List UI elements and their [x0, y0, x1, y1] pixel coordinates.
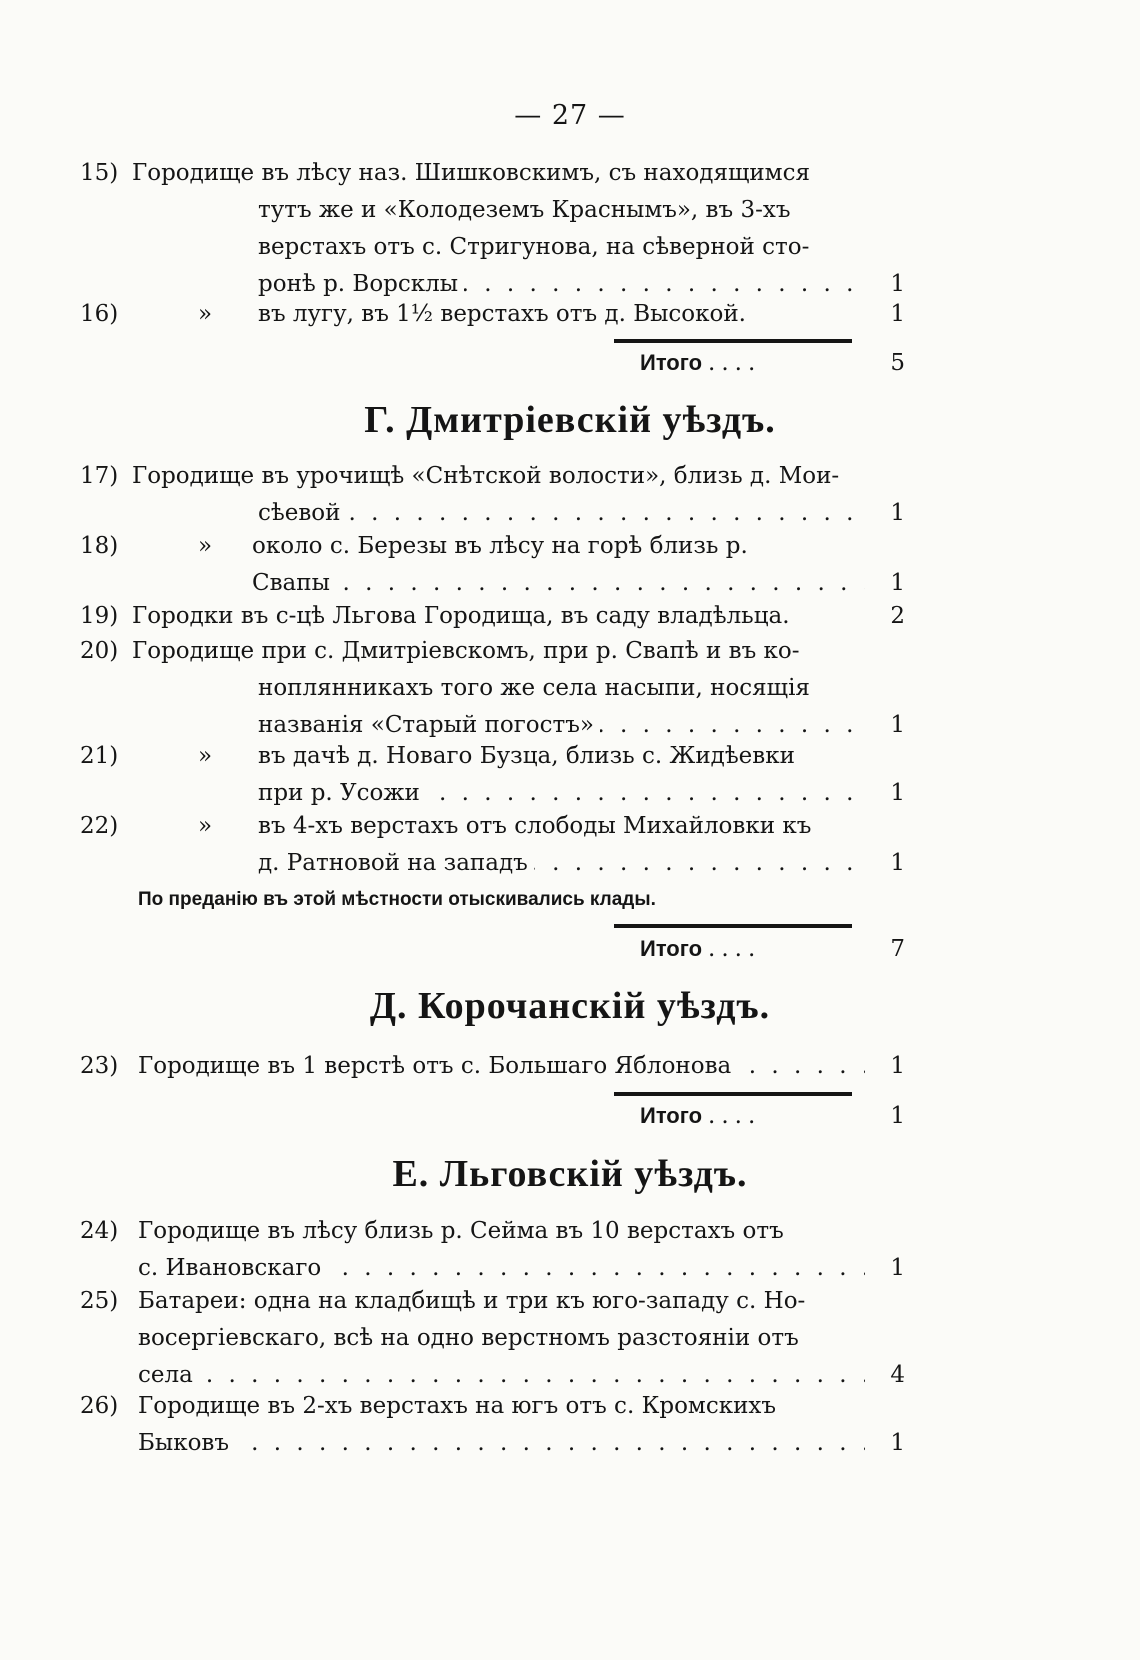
section-heading: Д. Корочанскій уѣздъ.	[369, 985, 771, 1027]
section-heading: Е. Льговскій уѣздъ.	[392, 1153, 748, 1195]
entry-text: въ 4-хъ верстахъ отъ слободы Михайловки къ	[258, 813, 812, 839]
entry-text: Городище въ 1 верстѣ отъ с. Большаго Яблонова	[138, 1053, 737, 1079]
entry-number: 20)	[80, 638, 119, 664]
total-label: Итого	[640, 1103, 703, 1128]
entry-text: Быковъ	[138, 1430, 235, 1456]
entry-text: Свапы	[252, 570, 336, 596]
entry-number: 21)	[80, 743, 119, 769]
entry-count: 1	[890, 1430, 905, 1456]
list-item	[80, 1213, 905, 1287]
footnote: По преданію въ этой мѣстности отыскивались клады.	[138, 889, 656, 910]
entry-count: 1	[890, 500, 905, 526]
entry-text: Городище въ лѣсу близь р. Сейма въ 10 верстахъ отъ	[138, 1218, 784, 1244]
entry-text: сѣевой	[258, 500, 347, 526]
total-rule	[614, 924, 852, 928]
ditto-mark: »	[197, 533, 213, 559]
entry-text: восергіевскаго, всѣ на одно верстномъ разстояніи отъ	[138, 1325, 799, 1351]
total-row	[640, 345, 905, 381]
entry-text: Городище въ 2-хъ верстахъ на югъ отъ с. Кромскихъ	[138, 1393, 777, 1419]
section-heading: Г. Дмитріевскій уѣздъ.	[364, 399, 776, 441]
entry-text: тутъ же и «Колодеземъ Краснымъ», въ 3-хъ	[258, 197, 791, 223]
entry-number: 25)	[80, 1288, 119, 1314]
entry-text: д. Ратновой на западъ	[258, 850, 534, 876]
list-item	[80, 528, 905, 602]
ditto-mark: »	[197, 813, 213, 839]
entry-count: 1	[890, 1053, 905, 1079]
list-item	[80, 1048, 905, 1085]
entry-count: 1	[890, 271, 905, 297]
list-item	[80, 738, 905, 812]
entry-number: 16)	[80, 301, 119, 327]
total-label: Итого	[640, 350, 703, 375]
list-item	[80, 633, 905, 744]
entry-count: 1	[890, 1255, 905, 1281]
entry-number: 23)	[80, 1053, 119, 1079]
entry-count: 1	[890, 712, 905, 738]
total-value: 5	[890, 350, 905, 376]
list-item	[80, 155, 905, 303]
list-item	[80, 1283, 905, 1394]
entry-text: названія «Старый погостъ»	[258, 712, 600, 738]
entry-number: 17)	[80, 463, 119, 489]
entry-text: ноплянникахъ того же села насыпи, носящія	[258, 675, 810, 701]
entry-text: въ лугу, въ 1½ верстахъ отъ д. Высокой.	[258, 301, 746, 327]
total-value: 1	[890, 1103, 905, 1129]
entry-number: 24)	[80, 1218, 119, 1244]
ditto-mark: »	[197, 301, 213, 327]
entry-number: 22)	[80, 813, 119, 839]
total-label: Итого	[640, 936, 703, 961]
entry-text: с. Ивановскаго	[138, 1255, 327, 1281]
total-dots: ....	[708, 350, 762, 376]
entry-text: при р. Усожи	[258, 780, 426, 806]
entry-text: Городище въ урочищѣ «Снѣтской волости», близь д. Мои-	[132, 463, 840, 489]
entry-number: 15)	[80, 160, 119, 186]
entry-text: въ дачѣ д. Новаго Бузца, близь с. Жидѣевки	[258, 743, 795, 769]
entry-text: Городки въ с-цѣ Льгова Городища, въ саду владѣльца.	[132, 603, 790, 629]
entry-count: 1	[890, 850, 905, 876]
total-rule	[614, 1092, 852, 1096]
ditto-mark: »	[197, 743, 213, 769]
entry-text: верстахъ отъ с. Стригунова, на сѣверной сто-	[258, 234, 810, 260]
total-row	[640, 1098, 905, 1134]
list-item	[80, 808, 905, 882]
list-item	[80, 598, 905, 635]
total-dots: ....	[708, 1103, 762, 1129]
entry-text: Батареи: одна на кладбищѣ и три къ юго-западу с. Но-	[138, 1288, 806, 1314]
entry-text: Городище при с. Дмитріевскомъ, при р. Свапѣ и въ ко-	[132, 638, 800, 664]
list-item	[80, 296, 905, 333]
entry-text: ронѣ р. Ворсклы	[258, 271, 464, 297]
entry-count: 1	[890, 301, 905, 327]
list-item	[80, 458, 905, 532]
entry-number: 18)	[80, 533, 119, 559]
entry-count: 1	[890, 780, 905, 806]
entry-text: около с. Березы въ лѣсу на горѣ близь р.	[252, 533, 748, 559]
entry-count: 4	[890, 1362, 905, 1388]
list-item	[80, 1388, 905, 1462]
entry-text: села	[138, 1362, 199, 1388]
total-dots: ....	[708, 936, 762, 962]
total-value: 7	[890, 936, 905, 962]
entry-number: 26)	[80, 1393, 119, 1419]
entry-count: 2	[890, 603, 905, 629]
entry-number: 19)	[80, 603, 119, 629]
entry-count: 1	[890, 570, 905, 596]
page-number: — 27 —	[514, 100, 626, 131]
total-row	[640, 931, 905, 967]
total-rule	[614, 339, 852, 343]
entry-text: Городище въ лѣсу наз. Шишковскимъ, съ находящимся	[132, 160, 810, 186]
